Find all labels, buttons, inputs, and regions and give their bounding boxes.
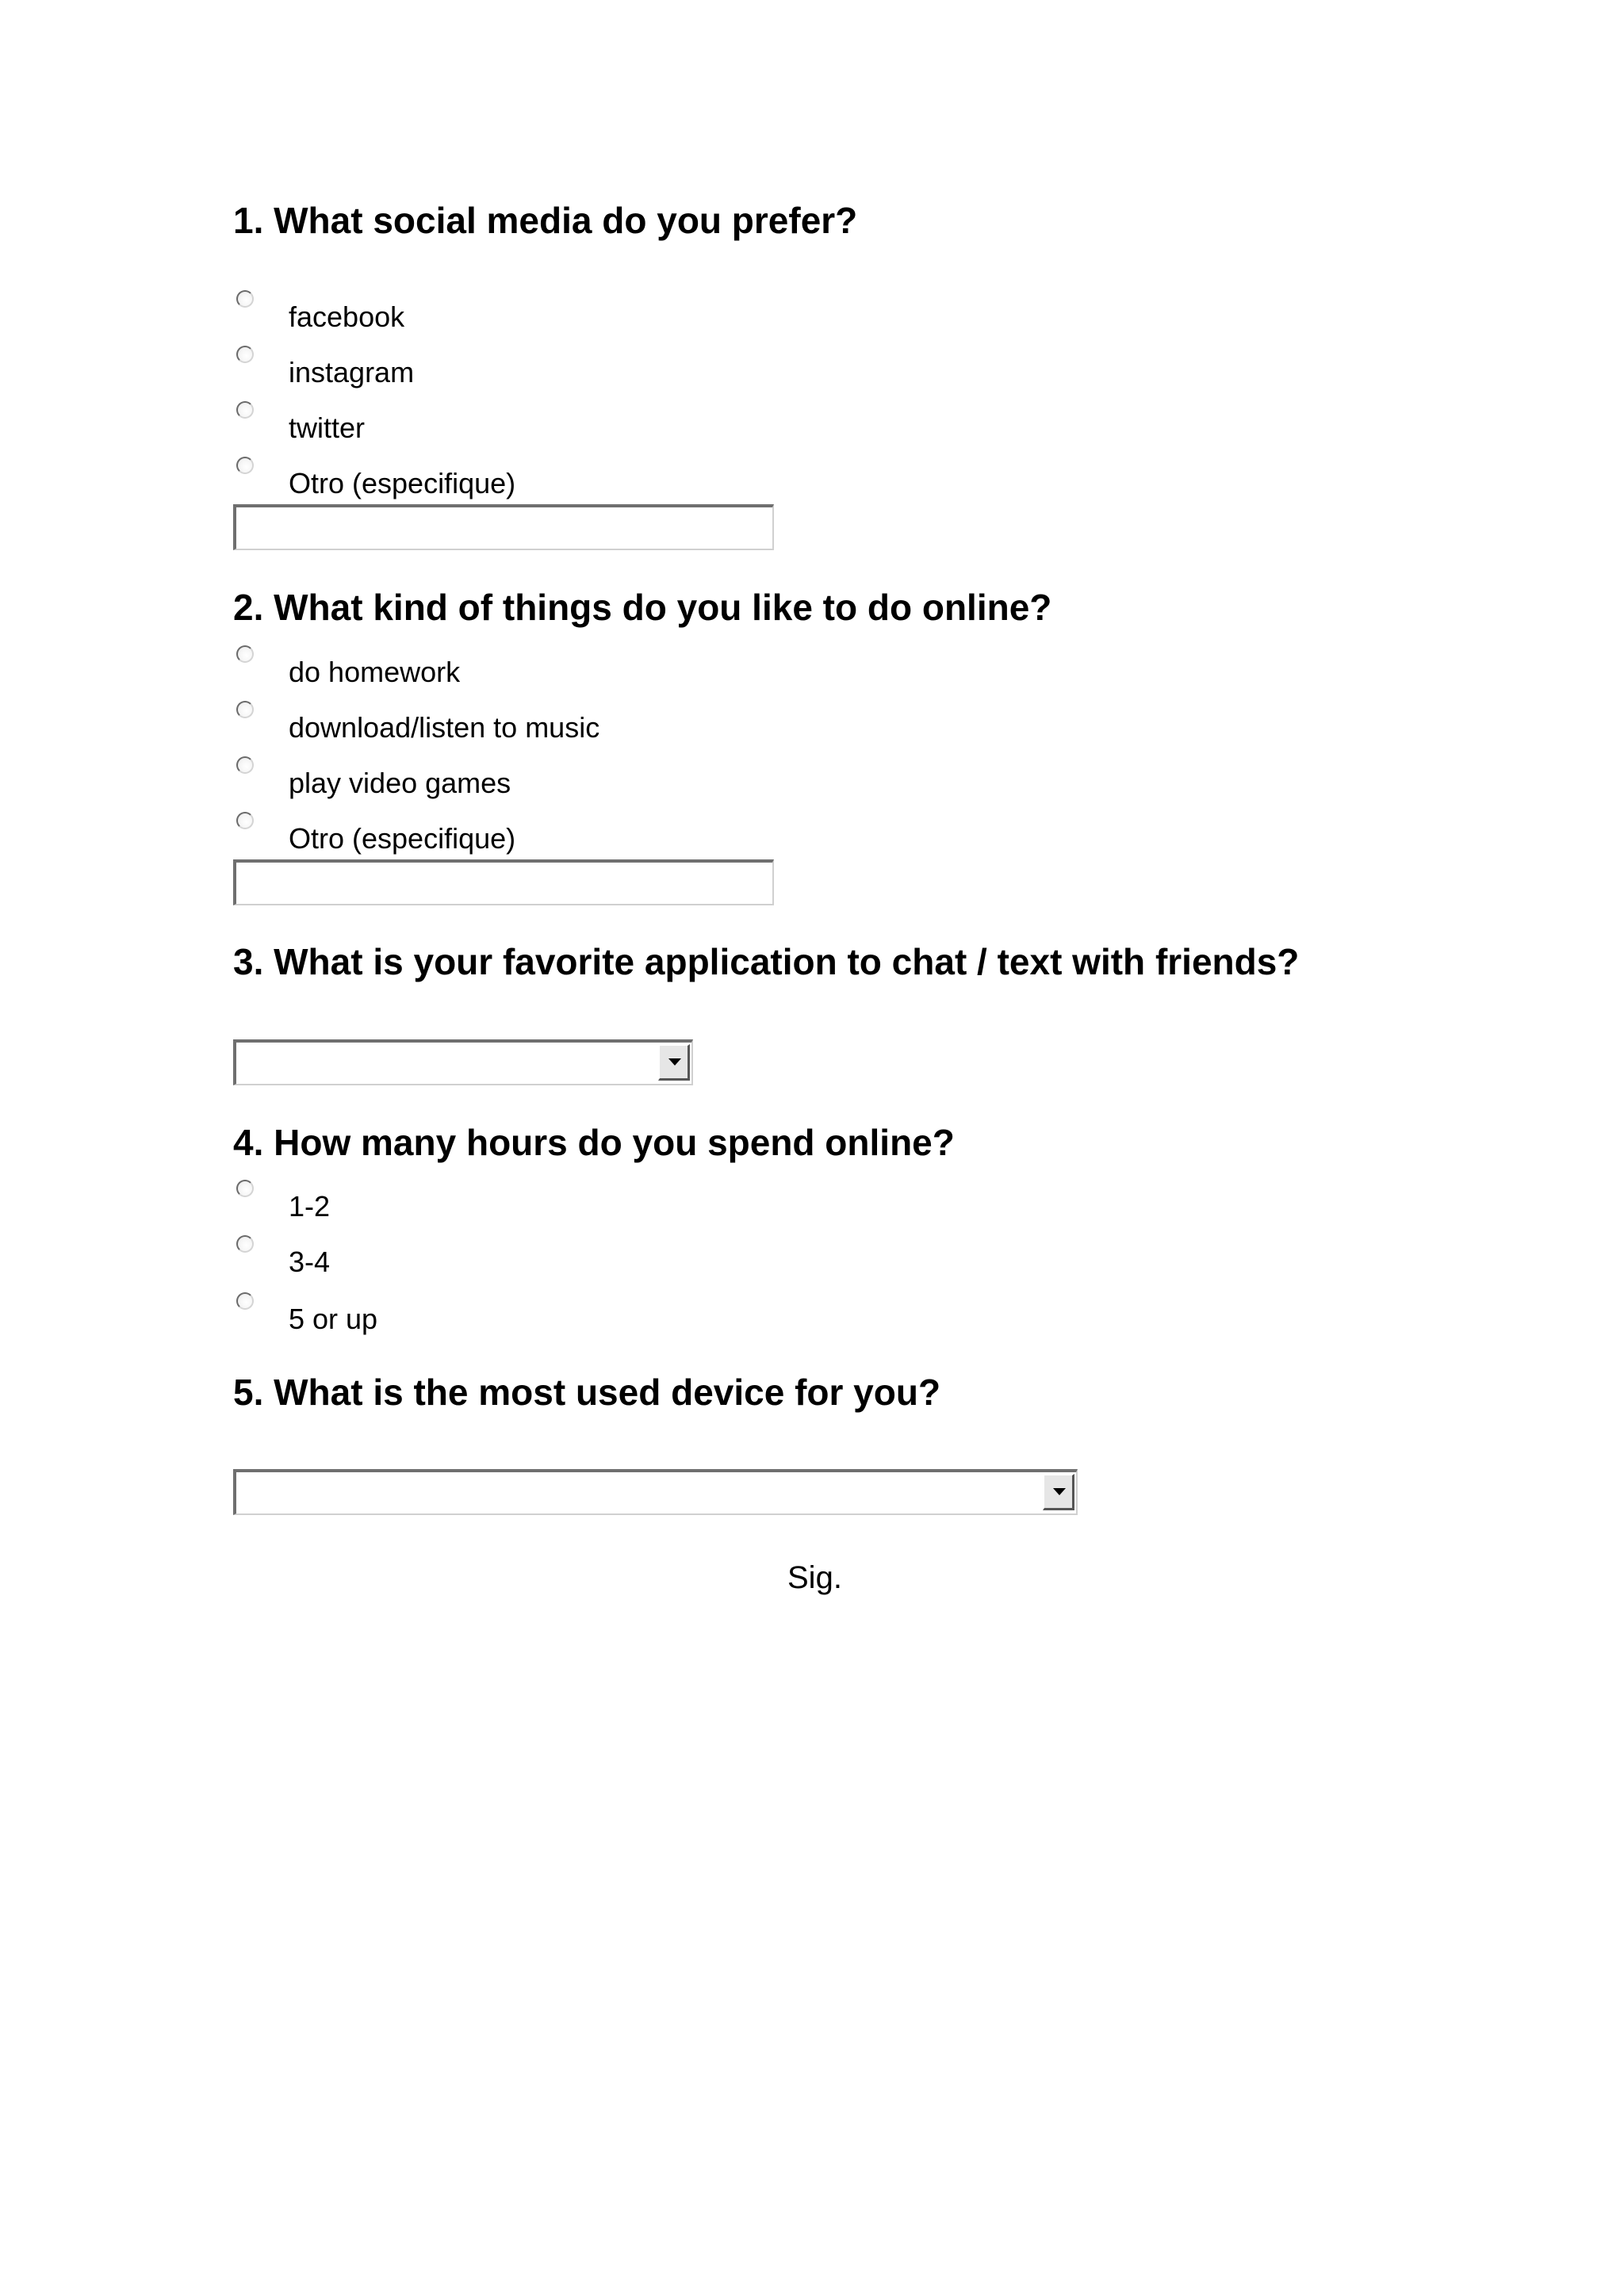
- option-label: 1-2: [289, 1190, 331, 1223]
- device-select[interactable]: [233, 1469, 1078, 1515]
- radio-button-icon[interactable]: [236, 812, 254, 829]
- option-label: play video games: [289, 767, 511, 799]
- option-label: Otro (especifique): [289, 822, 516, 855]
- question-1-title: 1. What social media do you prefer?: [233, 200, 858, 241]
- question-4-title: 4. How many hours do you spend online?: [233, 1122, 955, 1163]
- option-label: 3-4: [289, 1246, 331, 1278]
- option-label: instagram: [289, 356, 415, 388]
- other-text-input-q1[interactable]: [233, 504, 774, 550]
- question-3-title: 3. What is your favorite application to chat / text with friends?: [233, 941, 1300, 982]
- radio-button-icon[interactable]: [236, 290, 254, 308]
- option-label: 5 or up: [289, 1303, 378, 1335]
- other-text-input-q2[interactable]: [233, 859, 774, 905]
- option-label: download/listen to music: [289, 711, 600, 744]
- option-label: Otro (especifique): [289, 467, 516, 499]
- radio-button-icon[interactable]: [236, 756, 254, 774]
- radio-button-icon[interactable]: [236, 401, 254, 419]
- chevron-down-icon[interactable]: [1043, 1474, 1074, 1510]
- radio-button-icon[interactable]: [236, 1180, 254, 1197]
- radio-button-icon[interactable]: [236, 457, 254, 474]
- radio-button-icon[interactable]: [236, 645, 254, 663]
- option-label: facebook: [289, 300, 405, 333]
- chevron-down-icon[interactable]: [658, 1044, 690, 1081]
- radio-button-icon[interactable]: [236, 1292, 254, 1310]
- question-5-title: 5. What is the most used device for you?: [233, 1372, 941, 1413]
- option-label: do homework: [289, 656, 461, 688]
- radio-button-icon[interactable]: [236, 701, 254, 718]
- radio-button-icon[interactable]: [236, 1235, 254, 1253]
- question-2-title: 2. What kind of things do you like to do online?: [233, 587, 1052, 628]
- next-button[interactable]: Sig.: [787, 1560, 842, 1595]
- option-label: twitter: [289, 411, 366, 444]
- radio-button-icon[interactable]: [236, 346, 254, 363]
- chat-app-select[interactable]: [233, 1039, 693, 1085]
